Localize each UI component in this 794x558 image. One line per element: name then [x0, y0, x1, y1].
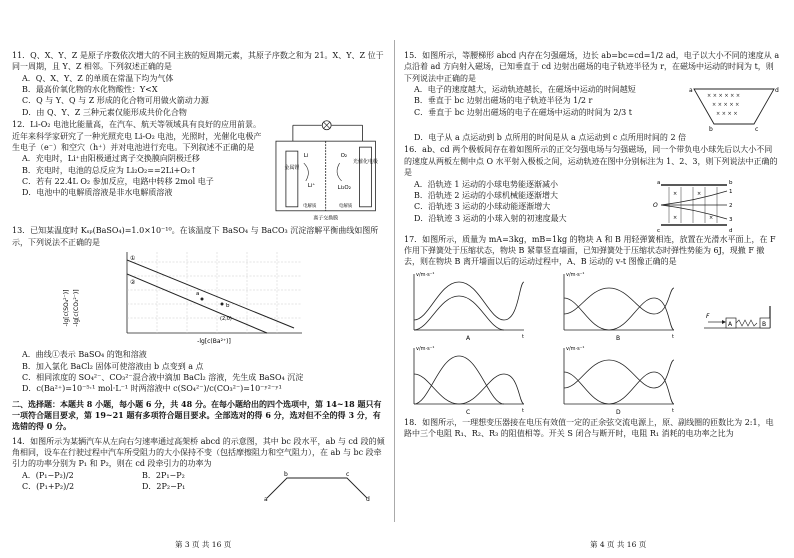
ksp-curve-2: ②	[130, 278, 136, 286]
plate-label-2: 2	[729, 202, 733, 209]
question-15	[404, 50, 780, 143]
bridge-label-b: b	[284, 470, 288, 478]
q16-option-a: A．沿轨迹 1 运动的小球电势能逐渐减小	[414, 179, 558, 189]
battery-label-li: Li	[303, 153, 309, 160]
graph-c-axis-t: t	[522, 407, 524, 414]
q16-option-b: B．沿轨迹 2 运动的小球机械能逐渐增大	[414, 190, 559, 200]
svg-text:×: ×	[673, 214, 678, 221]
q15-option-c: C．垂直于 bc 边射出磁场的电子在磁场中运动的时间为 2/3 t	[414, 107, 632, 117]
question-13	[12, 225, 385, 395]
footer-right: 第 4 页 共 16 页	[590, 540, 647, 549]
question-12	[12, 119, 385, 224]
question-14	[12, 436, 385, 502]
graph-b-axis-v: v/m·s⁻¹	[566, 271, 585, 278]
battery-label-electrolyte-left: 电解质	[302, 203, 317, 209]
q13-option-d: D．c(Ba²⁺)=10⁻⁵·¹ mol·L⁻¹ 时两溶液中 c(SO₄²⁻)/c(CO₃²⁻)=10⁻ʸ²⁻ʸ¹	[22, 384, 282, 394]
q15-option-a: A．电子的速度越大，运动轨迹越长，在磁场中运动的时间越短	[414, 85, 636, 95]
ksp-graph	[62, 248, 362, 346]
q12-option-b: B．充电时，电池的总反应为 Li₂O₂==2Li+O₂↑	[22, 165, 197, 175]
q13-option-a: A．曲线①表示 BaSO₄ 的饱和溶液	[22, 350, 147, 360]
spring-label-a: A	[728, 320, 733, 328]
plate-label-c: c	[657, 227, 661, 233]
battery-label-membrane: 离子交换膜	[312, 215, 338, 222]
q14-option-d: D．2P₂−P₁	[142, 482, 186, 492]
svg-text:× × × ×: × × × ×	[716, 111, 738, 118]
q15-option-d: D．电子从 a 点运动到 b 点所用的时间是从 a 点运动到 c 点所用时间的 2 倍	[414, 133, 687, 143]
q12-option-a: A．充电时，Li⁺由阳极通过离子交换膜向阴极迁移	[22, 154, 200, 164]
ksp-xlabel: -lg[c(Ba²⁺)]	[197, 337, 231, 345]
ksp-point-a: a	[196, 290, 200, 297]
battery-label-photo: 光催化电极	[352, 159, 378, 166]
section-2-heading: 二、选择题：本题共 8 小题，每小题 6 分，共 48 分。在每小题给出的四个选项中，第 14~18 题只有一项符合题目要求，第 19~21 题有多项符合题目要求。全部选对的得 6 分，选对但不全的得 3 分，有选错的得 0 分。	[12, 398, 382, 432]
graph-a-axis-v: v/m·s⁻¹	[416, 271, 435, 278]
ksp-ylabel2: -lg[c(CO₃²⁻)]	[73, 289, 80, 327]
plate-label-o: O	[653, 201, 658, 209]
q11-option-b: B．最高价氧化物的水化物酸性：Y<X	[22, 85, 158, 95]
q14-option-c: C．(P₁+P₂)/2	[22, 482, 75, 492]
q13-option-b: B．加入氯化 BaCl₂ 固体可使溶液由 b 点变到 a 点	[22, 361, 204, 371]
trap-label-d: d	[775, 87, 779, 95]
trap-label-b: b	[709, 126, 713, 133]
plate-label-3: 3	[729, 216, 733, 223]
svg-text:×: ×	[673, 190, 678, 197]
q13-option-c: C．相同浓度的 SO₄²⁻、CO₃²⁻混合液中滴加 BaCl₂ 溶液，先生成 BaSO₄ 沉淀	[22, 372, 304, 382]
q13-stem: 13．已知某温度时 Kₛₚ(BaSO₄)=1.0×10⁻¹⁰。在该温度下 BaSO₄ 与 BaCO₃ 沉淀溶解平衡曲线如图所示，下列说法不正确的是	[12, 226, 379, 247]
battery-diagram	[268, 119, 385, 224]
right-column	[404, 50, 780, 440]
graph-a-axis-t: t	[522, 333, 524, 340]
trap-label-a: a	[689, 87, 693, 95]
q11-option-d: D．由 Q、Y、Z 三种元素仅能形成共价化合物	[22, 107, 187, 117]
q15-option-b: B．垂直于 bc 边射出磁场的电子轨迹半径为 1/2 r	[414, 96, 593, 106]
q12-option-d: D．电池中的电解质溶液是非水电解质溶液	[22, 188, 173, 198]
footer-left: 第 3 页 共 16 页	[175, 540, 232, 549]
graph-d-axis-v: v/m·s⁻¹	[566, 345, 585, 352]
graph-d-label: D	[616, 408, 621, 416]
bridge-label-c: c	[346, 470, 350, 478]
q15-stem: 15．如图所示，等腰梯形 abcd 内存在匀强磁场，边长 ab=bc=cd=1/2 ad，电子以大小不同的速度从 a 点沿着 ad 方向射入磁场，已知垂直于 cd 边射出磁场的电子轨迹半径为 r，在磁场中运动的时间为 t，则下列说法中正确的是	[404, 51, 780, 83]
graph-d	[564, 346, 674, 416]
graph-a-label: A	[466, 334, 471, 342]
ksp-curve-1: ①	[130, 254, 136, 262]
graph-c	[414, 346, 524, 416]
graph-b-axis-t: t	[672, 333, 674, 340]
battery-label-li-ion: Li⁺	[307, 183, 315, 190]
q16-option-c: C．沿轨迹 3 运动的小球动能逐渐增大	[414, 202, 551, 212]
q14-option-b: B．2P₁−P₂	[142, 470, 185, 480]
q18-stem: 18．如图所示，一理想变压器接在电压有效值一定的正余弦交流电源上，原、副线圈的匝数比为 2:1，电路中三个电阻 R₁、R₂、R₃ 的阻值相等。开关 S 闭合与断开时，电阻 R₁ 消耗的电功率之比为	[404, 417, 774, 438]
ksp-ylabel: -lg[c(SO₄²⁻)]	[63, 289, 70, 327]
q16-stem: 16．ab、cd 两个极板间存在着如图所示的正交匀强电场与匀强磁场，同一个带负电小球先后以大小不同的速度从两板左侧中点 O 水平射入极板之间，运动轨迹在图中分别标注为 1、2、3，则下列说法中正确的是	[404, 145, 778, 178]
svg-text:× × × × ×: × × × × ×	[712, 102, 740, 109]
bridge-label-a: a	[264, 495, 268, 502]
plate-label-d: d	[729, 227, 733, 233]
battery-label-electrolyte-right: 电解质	[338, 203, 352, 209]
q12-stem: 12．Li-O₂ 电池比能量高，在汽车、航天等领域具有良好的应用前景。近年来科学家研究了一种光照充电 Li-O₂ 电池，光照时，光催化电极产生电子（e⁻）和空穴（h⁺）并对电池进行充电。下列叙述不正确的是	[12, 120, 262, 152]
ksp-point-20: (2,0)	[220, 315, 232, 322]
graph-a	[414, 272, 524, 342]
graph-c-axis-v: v/m·s⁻¹	[416, 345, 435, 352]
trapezoid-field-diagram	[689, 84, 779, 132]
q17-stem: 17．如图所示，质量为 mA=3kg，mB=1kg 的物块 A 和 B 用轻弹簧相连，放置在光滑水平面上，在 F 作用下弹簧处于压缩状态，物块 B 紧靠竖直墙面，已知弹簧处于压缩状态时弹性势能为 6J，现撤 F 撤去，则在物块 B 离开墙面以后的运动过程中，A、B 运动的 v-t 图像正确的是	[404, 234, 776, 267]
trap-label-c: c	[755, 126, 759, 133]
q11-stem: 11．Q、X、Y、Z 是原子序数依次增大的不同主族的短周期元素，其原子序数之和为 21。X、Y、Z 位于同一周期，且 Y、Z 相邻。下列叙述正确的是	[12, 51, 384, 72]
graph-b	[564, 272, 674, 342]
svg-text:× × × × × ×: × × × × × ×	[707, 93, 741, 100]
question-17	[404, 234, 780, 416]
graph-d-axis-t: t	[672, 407, 674, 414]
battery-label-o2: O₂	[340, 153, 347, 160]
bridge-label-d: d	[366, 495, 370, 502]
svg-text:×: ×	[697, 190, 702, 197]
svg-text:×: ×	[709, 214, 714, 221]
spring-diagram	[704, 298, 774, 338]
q14-stem: 14．如图所示为某辆汽车从左向右匀速率通过高架桥 abcd 的示意图，其中 bc 段水平，ab 与 cd 段的倾角相同，设车在行驶过程中汽车所受阻力的大小保持不变（包括摩擦阻力和空气阻力），在 ab 与 bc 段牵引力的功率分别为 P₁ 和 P₂，则在 cd 段牵引力的功率为	[12, 436, 385, 469]
left-column	[12, 50, 385, 503]
q12-option-c: C．若有 22.4L O₂ 参加反应，电路中转移 2mol 电子	[22, 176, 214, 186]
graph-b-label: B	[616, 334, 621, 342]
vt-graphs	[404, 268, 704, 416]
column-divider	[394, 40, 395, 522]
question-11	[12, 50, 385, 118]
question-16	[404, 144, 780, 232]
battery-label-li2o2: Li₂O₂	[337, 185, 351, 192]
plate-label-a: a	[657, 179, 661, 186]
graph-c-label: C	[466, 408, 471, 416]
battery-label-metal: 金属锂	[284, 165, 299, 172]
plate-label-1: 1	[729, 188, 733, 195]
q16-option-d: D．沿轨迹 3 运动的小球入射的初速度最大	[414, 213, 567, 223]
spring-label-b: B	[762, 320, 767, 328]
ksp-point-b: b	[226, 302, 230, 309]
plates-diagram	[649, 179, 739, 233]
bridge-diagram	[262, 470, 372, 502]
q11-option-a: A．Q、X、Y、Z 的单质在常温下均为气体	[22, 73, 174, 83]
q11-option-c: C．Q 与 Y、Q 与 Z 形成的化合物可用做火箭动力源	[22, 96, 209, 106]
q14-option-a: A．(P₁−P₂)/2	[22, 470, 74, 480]
plate-label-b: b	[729, 179, 733, 186]
question-18	[404, 417, 780, 440]
spring-label-f: F	[706, 312, 710, 320]
